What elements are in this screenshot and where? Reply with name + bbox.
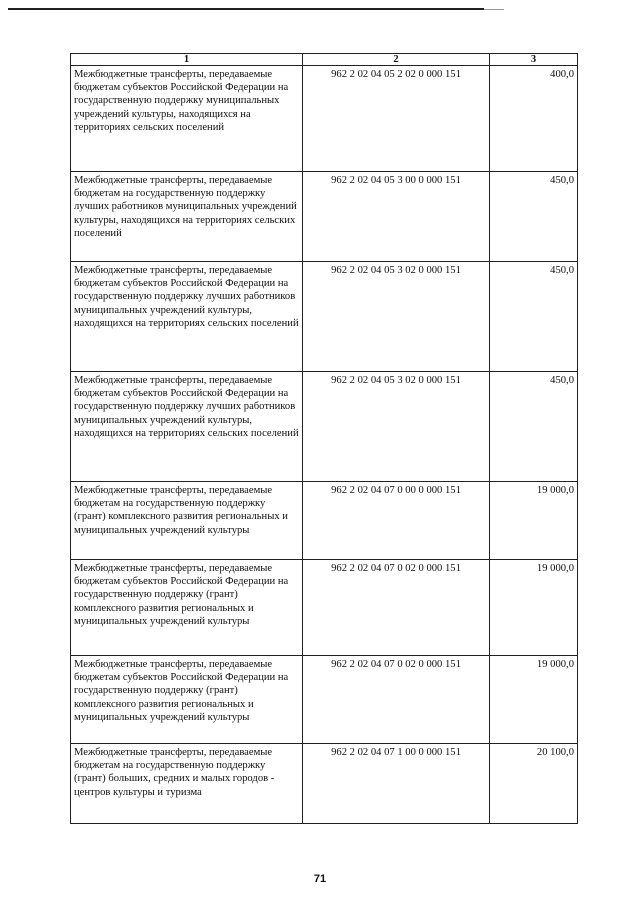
top-rule bbox=[8, 8, 484, 10]
row-amount: 20 100,0 bbox=[490, 744, 578, 824]
row-amount: 450,0 bbox=[490, 262, 578, 372]
table-row bbox=[71, 262, 578, 372]
column-header-1: 1 bbox=[71, 54, 303, 66]
row-description: Межбюджетные трансферты, передаваемые бюджетам субъектов Российской Федерации на государственную поддержку лучших работников муниципальных учреждений культуры, находящихся на территориях сельских поселений bbox=[71, 262, 303, 372]
top-rule-tail bbox=[484, 9, 504, 10]
row-description: Межбюджетные трансферты, передаваемые бюджетам субъектов Российской Федерации на государственную поддержку (грант) комплексного развития региональных и муниципальных учреждений культуры bbox=[71, 656, 303, 744]
row-code: 962 2 02 04 05 2 02 0 000 151 bbox=[303, 66, 490, 172]
row-amount: 450,0 bbox=[490, 172, 578, 262]
row-code: 962 2 02 04 05 3 00 0 000 151 bbox=[303, 172, 490, 262]
row-amount: 19 000,0 bbox=[490, 656, 578, 744]
table-row bbox=[71, 656, 578, 744]
column-header-3: 3 bbox=[490, 54, 578, 66]
row-description: Межбюджетные трансферты, передаваемые бюджетам на государственную поддержку лучших работников муниципальных учреждений культуры, находящихся на территориях сельских поселений bbox=[71, 172, 303, 262]
table-row bbox=[71, 560, 578, 656]
row-code: 962 2 02 04 07 0 00 0 000 151 bbox=[303, 482, 490, 560]
row-description: Межбюджетные трансферты, передаваемые бюджетам субъектов Российской Федерации на государственную поддержку лучших работников муниципальных учреждений культуры, находящихся на территориях сельских поселений bbox=[71, 372, 303, 482]
row-description: Межбюджетные трансферты, передаваемые бюджетам субъектов Российской Федерации на государственную поддержку муниципальных учреждений культуры, находящихся на территориях сельских поселений bbox=[71, 66, 303, 172]
table-row bbox=[71, 744, 578, 824]
row-amount: 19 000,0 bbox=[490, 482, 578, 560]
row-amount: 400,0 bbox=[490, 66, 578, 172]
table-row bbox=[71, 172, 578, 262]
row-code: 962 2 02 04 07 1 00 0 000 151 bbox=[303, 744, 490, 824]
table-row bbox=[71, 482, 578, 560]
row-code: 962 2 02 04 05 3 02 0 000 151 bbox=[303, 372, 490, 482]
row-amount: 450,0 bbox=[490, 372, 578, 482]
column-header-2: 2 bbox=[303, 54, 490, 66]
row-description: Межбюджетные трансферты, передаваемые бюджетам субъектов Российской Федерации на государственную поддержку (грант) комплексного развития региональных и муниципальных учреждений культуры bbox=[71, 560, 303, 656]
table-row bbox=[71, 372, 578, 482]
row-description: Межбюджетные трансферты, передаваемые бюджетам на государственную поддержку (грант) больших, средних и малых городов - центров культуры и туризма bbox=[71, 744, 303, 824]
row-code: 962 2 02 04 05 3 02 0 000 151 bbox=[303, 262, 490, 372]
row-code: 962 2 02 04 07 0 02 0 000 151 bbox=[303, 656, 490, 744]
row-description: Межбюджетные трансферты, передаваемые бюджетам на государственную поддержку (грант) комплексного развития региональных и муниципальных учреждений культуры bbox=[71, 482, 303, 560]
page-number: 71 bbox=[313, 873, 327, 885]
row-code: 962 2 02 04 07 0 02 0 000 151 bbox=[303, 560, 490, 656]
row-amount: 19 000,0 bbox=[490, 560, 578, 656]
budget-table bbox=[70, 53, 578, 824]
header-row bbox=[71, 54, 578, 66]
table-row bbox=[71, 66, 578, 172]
